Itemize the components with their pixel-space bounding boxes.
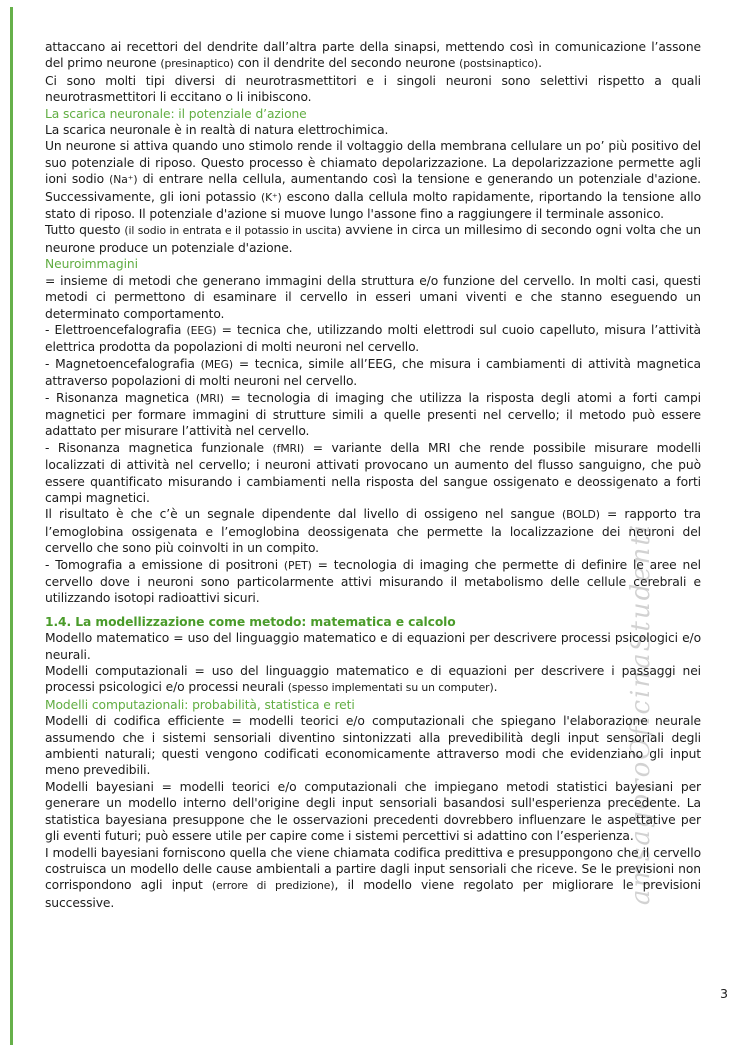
- text-run: Un neurone si attiva quando uno stimolo rende il voltaggio della membrana cellulare un po’ più positivo del suo potenziale di riposo. Questo processo è chiamato depolarizzazione. La depolarizzazione permette agli ioni sodio: [45, 139, 701, 187]
- text-run: avviene in circa un millesimo di secondo ogni volta che un neurone produce un potenziale d'azione.: [45, 223, 701, 255]
- text-run: = insieme di metodi che generano immagini della struttura e/o funzione del cervello. In molti casi, questi metodi ci permettono di esaminare il cervello in esseri umani viventi e che stanno eseguendo un determinato comportamento.: [45, 273, 701, 321]
- inline-note: (fMRI): [272, 441, 305, 455]
- paragraph: [45, 390, 701, 440]
- paragraph: [45, 557, 701, 607]
- paragraph: [45, 506, 701, 556]
- paragraph: [45, 138, 701, 222]
- inline-note: (PET): [283, 558, 312, 572]
- text-run: = tecnica, simile all’EEG, che misura i cambiamenti di attività magnetica attraverso popolazioni di molti neuroni nel cervello.: [45, 356, 701, 389]
- paragraph: [45, 713, 701, 779]
- inline-note: (presinaptico): [160, 57, 234, 71]
- paragraph: [45, 73, 701, 106]
- text-run: escono dalla cellula molto rapidamente, riportando la tensione allo stato di riposo. Il potenziale d'azione si muove lungo l'assone fino a raggiungere il terminale assonico.: [45, 189, 701, 222]
- inline-note: (EEG): [186, 323, 217, 337]
- text-run: = variante della MRI che rende possibile misurare modelli localizzati di attività nel cervello; i neuroni attivati provocano un aumento del flusso sanguigno, che può essere quantificato misurando i cambiamenti nella risposta del sangue ossigenato e deossigenato a forti campi magnetici.: [45, 440, 701, 505]
- text-run: con il dendrite del secondo neurone: [233, 56, 460, 71]
- left-accent-line: [10, 7, 13, 1045]
- subsection-heading: [45, 256, 701, 272]
- text-run: Ci sono molti tipi diversi di neurotrasmettitori e i singoli neuroni sono selettivi rispetto a quali neurotrasmettitori li eccitano o li inibiscono.: [45, 73, 701, 105]
- watermark-text: amsagoroOficinaStudenti: [626, 522, 656, 906]
- text-run: di entrare nella cellula, aumentando così la tensione e generando un potenziale d'azione. Successivamente, gli ioni potassio: [45, 172, 701, 204]
- text-run: .: [493, 680, 498, 695]
- paragraph: [45, 273, 701, 322]
- paragraph: [45, 356, 701, 390]
- inline-note: (errore di predizione): [211, 879, 335, 893]
- inline-note: (il sodio in entrata e il potassio in uscita): [124, 224, 342, 238]
- text-run: - Magnetoencefalografia: [45, 356, 201, 371]
- page-content: [45, 39, 701, 911]
- text-run: Neuroimmagini: [45, 257, 138, 272]
- text-run: - Risonanza magnetica: [45, 390, 196, 405]
- text-run: Modello matematico = uso del linguaggio matematico e di equazioni per descrivere processi psicologici e/o neurali.: [45, 631, 701, 662]
- text-run: Modelli computazionali = uso del linguaggio matematico e di equazioni per descrivere i passaggi nei processi psicologici e/o processi neurali: [45, 664, 701, 695]
- paragraph: [45, 779, 701, 845]
- paragraph: [45, 322, 701, 356]
- inline-note: (MEG): [200, 357, 234, 371]
- inline-note: (BOLD): [562, 508, 600, 522]
- inline-note: (postsinaptico): [459, 57, 539, 71]
- paragraph: [45, 663, 701, 697]
- text-run: = rapporto tra l’emoglobina ossigenata e l’emoglobina deossigenata che permette la localizzazione dei neuroni del cervello che sono più coinvolti in un compito.: [45, 507, 701, 556]
- paragraph: [45, 39, 701, 73]
- text-run: = tecnologia di imaging che utilizza la risposta degli atomi a forti campi magnetici per formare immagini di strutture simili a quelle presenti nel cervello; il metodo può essere adattato per misurare l’attività nel cervello.: [45, 390, 702, 439]
- paragraph: [45, 222, 701, 256]
- text-run: attaccano ai recettori del dendrite dall’altra parte della sinapsi, mettendo così in comunicazione l’assone del primo neurone: [45, 40, 701, 71]
- paragraph: [45, 440, 701, 507]
- inline-note: (K⁺): [260, 190, 282, 204]
- text-run: - Elettroencefalografia: [45, 322, 187, 337]
- paragraph: [45, 630, 701, 663]
- paragraph: [45, 845, 701, 912]
- page-number: 3: [719, 986, 728, 1001]
- text-run: Modelli bayesiani = modelli teorici e/o computazionali che impiegano metodi statistici bayesiani per generare un modello interno dell'origine degli input sensoriali basandosi sull'esperienza precedente. La statistica bayesiana presuppone che le osservazioni precedenti dovrebbero influenzare le aspettative per gli eventi futuri; può essere utile per capire come i sistemi percettivi si adattino con l’esperienza.: [45, 779, 701, 844]
- text-run: - Tomografia a emissione di positroni: [45, 557, 284, 572]
- text-run: La scarica neuronale: il potenziale d’azione: [45, 106, 307, 121]
- text-run: , il modello viene regolato per migliorare le previsioni successive.: [45, 878, 701, 910]
- text-run: Modelli di codifica efficiente = modelli teorici e/o computazionali che spiegano l'elaborazione neurale assumendo che i sistemi sensoriali diventino sintonizzati alla prevedibilità degli input sensoriali degli ambienti naturali; questi vengono codificati economicamente attraverso modi che evidenziano gli input meno prevedibili.: [45, 714, 701, 778]
- text-run: = tecnologia di imaging che permette di definire le aree nel cervello dove i neuroni sono particolarmente attivi misurando il metabolismo delle cellule cerebrali e utilizzando isotopi radioattivi sicuri.: [45, 557, 701, 606]
- inline-note: (MRI): [195, 391, 224, 405]
- text-run: Tutto questo: [45, 223, 125, 238]
- text-run: I modelli bayesiani forniscono quella che viene chiamata codifica predittiva e presuppongono che il cervello costruisca un modello delle cause ambientali a partire dagli input sensoriali che riceve. Se le previsioni non corrispondono agli input: [45, 845, 701, 893]
- text-run: - Risonanza magnetica funzionale: [45, 440, 273, 455]
- text-run: = tecnica che, utilizzando molti elettrodi sul cuoio capelluto, misura l’attività elettrica prodotta da popolazioni di molti neuroni nel cervello.: [45, 322, 701, 355]
- inline-note: (spesso implementati su un computer): [287, 681, 494, 695]
- text-run: Modelli computazionali: probabilità, statistica e reti: [45, 697, 355, 712]
- text-run: Il risultato è che c’è un segnale dipendente dal livello di ossigeno nel sangue: [45, 507, 563, 522]
- text-run: .: [538, 56, 542, 71]
- subsection-heading: [45, 106, 701, 122]
- text-run: 1.4. La modellizzazione come metodo: matematica e calcolo: [45, 614, 456, 629]
- subsection-heading: [45, 697, 701, 713]
- text-run: La scarica neuronale è in realtà di natura elettrochimica.: [45, 123, 389, 138]
- paragraph: [45, 122, 701, 138]
- section-heading: [45, 614, 701, 630]
- inline-note: (Na⁺): [109, 173, 138, 187]
